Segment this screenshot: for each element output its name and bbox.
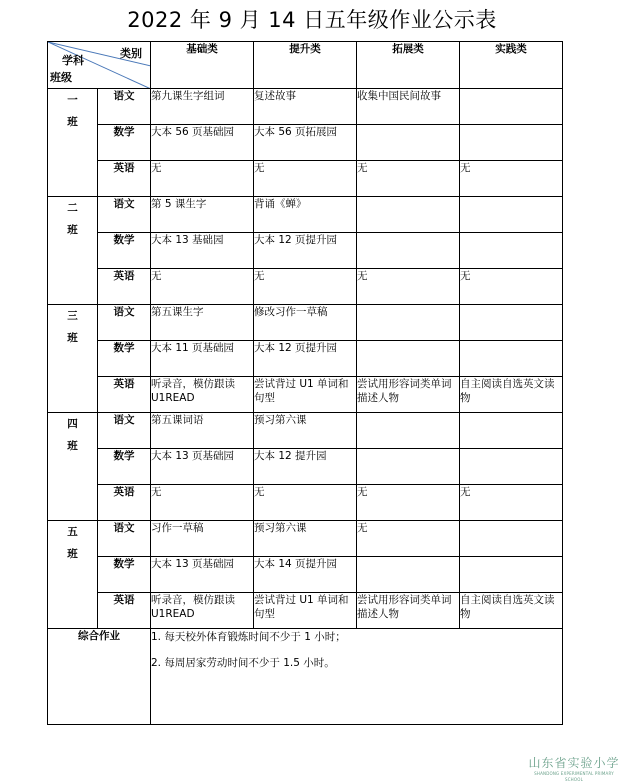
table-row (48, 557, 563, 593)
homework-cell: 预习第六课 (254, 521, 357, 557)
homework-cell (460, 449, 563, 485)
class-name-cell (48, 197, 98, 305)
homework-cell (460, 341, 563, 377)
homework-cell: 听录音，模仿跟读 U1READ (151, 593, 254, 629)
homework-cell: 无 (460, 161, 563, 197)
class-name-char: 班 (67, 332, 78, 344)
homework-cell (460, 125, 563, 161)
subject-cell: 数学 (98, 449, 151, 485)
homework-cell: 无 (151, 485, 254, 521)
subject-cell: 语文 (98, 197, 151, 233)
table-row (48, 125, 563, 161)
homework-cell: 大本 56 页基础园 (151, 125, 254, 161)
subject-cell: 语文 (98, 305, 151, 341)
homework-cell (357, 305, 460, 341)
homework-cell: 听录音，模仿跟读 U1READ (151, 377, 254, 413)
table-row (48, 413, 563, 449)
table-row (48, 341, 563, 377)
homework-cell: 第五课生字 (151, 305, 254, 341)
comprehensive-content (151, 629, 563, 725)
homework-cell (460, 521, 563, 557)
table-row (48, 161, 563, 197)
homework-cell: 第五课词语 (151, 413, 254, 449)
homework-cell: 无 (357, 521, 460, 557)
class-name-cell (48, 305, 98, 413)
homework-cell (460, 305, 563, 341)
table-row (48, 521, 563, 557)
subject-cell: 数学 (98, 341, 151, 377)
table-row (48, 377, 563, 413)
subject-cell: 英语 (98, 377, 151, 413)
homework-cell (357, 557, 460, 593)
subject-cell: 语文 (98, 521, 151, 557)
column-header: 提升类 (254, 42, 357, 89)
homework-table (47, 41, 563, 725)
column-header: 实践类 (460, 42, 563, 89)
homework-cell (357, 449, 460, 485)
table-row (48, 233, 563, 269)
homework-cell (460, 233, 563, 269)
class-name-cell (48, 521, 98, 629)
homework-cell: 无 (460, 485, 563, 521)
column-header: 基础类 (151, 42, 254, 89)
homework-cell: 大本 13 页基础园 (151, 449, 254, 485)
homework-cell: 自主阅读自选英文读物 (460, 377, 563, 413)
class-name-char: 班 (67, 116, 78, 128)
class-name-char: 班 (67, 440, 78, 452)
homework-cell: 无 (357, 269, 460, 305)
homework-cell: 尝试用形容词类单词描述人物 (357, 593, 460, 629)
homework-cell: 无 (151, 161, 254, 197)
homework-cell (460, 413, 563, 449)
class-name-cell (48, 413, 98, 521)
table-row (48, 305, 563, 341)
homework-cell: 无 (460, 269, 563, 305)
class-label: 班级 (50, 71, 72, 84)
homework-cell (460, 197, 563, 233)
homework-cell (460, 89, 563, 125)
comprehensive-item: 2. 每周居家劳动时间不少于 1.5 小时。 (151, 657, 335, 669)
header-row (48, 42, 563, 89)
class-name-char: 一 (67, 94, 78, 106)
class-name-cell (48, 89, 98, 197)
homework-cell: 大本 11 页基础园 (151, 341, 254, 377)
homework-cell: 修改习作一草稿 (254, 305, 357, 341)
homework-cell (357, 341, 460, 377)
subject-cell: 英语 (98, 593, 151, 629)
homework-cell (357, 125, 460, 161)
homework-cell: 大本 12 提升园 (254, 449, 357, 485)
class-name-char: 班 (67, 224, 78, 236)
column-header: 拓展类 (357, 42, 460, 89)
table-row (48, 269, 563, 305)
class-name-char: 二 (67, 202, 78, 214)
table-row (48, 89, 563, 125)
homework-cell: 无 (254, 269, 357, 305)
subject-cell: 数学 (98, 125, 151, 161)
homework-cell (357, 233, 460, 269)
comprehensive-item: 1. 每天校外体育锻炼时间不少于 1 小时； (151, 631, 346, 643)
homework-cell: 大本 13 页基础园 (151, 557, 254, 593)
logo-subtext: SHANDONG EXPERIMENTAL PRIMARY SCHOOL (534, 771, 614, 782)
table-row (48, 485, 563, 521)
subject-cell: 语文 (98, 89, 151, 125)
homework-cell (357, 197, 460, 233)
homework-cell: 第九课生字组词 (151, 89, 254, 125)
homework-cell: 大本 12 页提升园 (254, 341, 357, 377)
homework-cell: 尝试背过 U1 单词和句型 (254, 377, 357, 413)
subject-cell: 语文 (98, 413, 151, 449)
subject-cell: 英语 (98, 485, 151, 521)
homework-cell: 大本 14 页提升园 (254, 557, 357, 593)
homework-cell: 无 (254, 161, 357, 197)
homework-cell (357, 413, 460, 449)
homework-cell: 大本 13 基础园 (151, 233, 254, 269)
homework-cell: 大本 12 页提升园 (254, 233, 357, 269)
homework-cell: 无 (151, 269, 254, 305)
homework-cell: 预习第六课 (254, 413, 357, 449)
class-name-char: 五 (67, 526, 78, 538)
logo-text: 山东省实验小学 (528, 756, 620, 770)
class-name-char: 班 (67, 548, 78, 560)
subject-cell: 数学 (98, 233, 151, 269)
category-label: 类别 (120, 47, 142, 60)
homework-cell: 无 (254, 485, 357, 521)
homework-cell: 无 (357, 161, 460, 197)
table-row (48, 197, 563, 233)
class-name-char: 三 (67, 310, 78, 322)
homework-cell: 自主阅读自选英文读物 (460, 593, 563, 629)
homework-cell: 大本 56 页拓展园 (254, 125, 357, 161)
subject-label: 学科 (62, 54, 84, 67)
page-title: 2022 年 9 月 14 日五年级作业公示表 (127, 8, 497, 32)
comprehensive-row (48, 629, 563, 725)
class-name-char: 四 (67, 418, 78, 430)
subject-cell: 英语 (98, 269, 151, 305)
homework-cell: 背诵《蝉》 (254, 197, 357, 233)
homework-cell: 尝试背过 U1 单词和句型 (254, 593, 357, 629)
header-corner-cell (48, 42, 151, 89)
comprehensive-label: 综合作业 (48, 629, 151, 725)
homework-cell: 复述故事 (254, 89, 357, 125)
table-row (48, 449, 563, 485)
homework-cell: 第 5 课生字 (151, 197, 254, 233)
homework-cell: 习作一草稿 (151, 521, 254, 557)
homework-cell (460, 557, 563, 593)
homework-cell: 无 (357, 485, 460, 521)
subject-cell: 数学 (98, 557, 151, 593)
school-logo (526, 754, 622, 783)
table-row (48, 593, 563, 629)
homework-cell: 收集中国民间故事 (357, 89, 460, 125)
subject-cell: 英语 (98, 161, 151, 197)
homework-cell: 尝试用形容词类单词描述人物 (357, 377, 460, 413)
